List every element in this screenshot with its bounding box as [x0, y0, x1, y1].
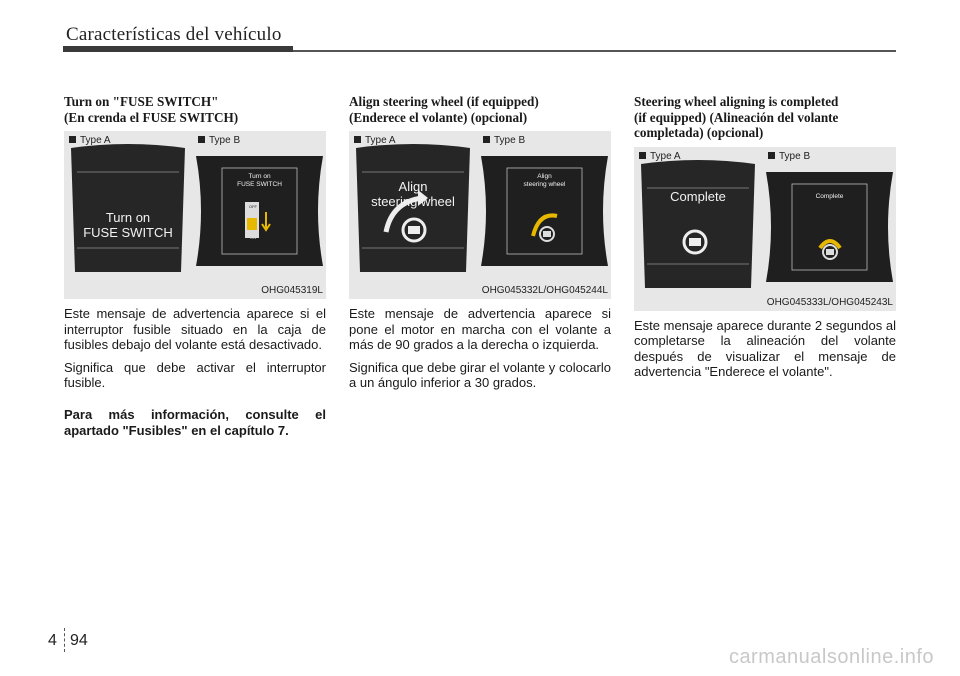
type-a-text: Type A: [650, 150, 681, 162]
square-bullet-icon: [483, 136, 490, 143]
display-text: [481, 173, 608, 188]
body-paragraph: Este mensaje de advertencia aparece si el interruptor fusible situado en la caja de fusibles debajo del volante está desactivado.: [64, 306, 326, 353]
type-a-label: [69, 135, 111, 146]
square-bullet-icon: [69, 136, 76, 143]
type-b-text: Type B: [209, 135, 241, 146]
figure-code: OHG045319L: [261, 285, 323, 296]
switch-on-label: ON: [250, 235, 256, 240]
cluster-display-type-a: [352, 142, 474, 278]
figure-code: OHG045333L/OHG045243L: [766, 296, 893, 308]
page-number: 94: [70, 632, 88, 649]
section-heading: [349, 94, 611, 125]
square-bullet-icon: [768, 152, 775, 159]
square-bullet-icon: [198, 136, 205, 143]
display-text: [637, 189, 759, 204]
square-bullet-icon: [354, 136, 361, 143]
watermark: carmanualsonline.info: [728, 646, 934, 668]
type-a-label: [639, 151, 681, 162]
display-text: [352, 179, 474, 209]
section-heading: [64, 94, 326, 125]
section-aligning-completed: [634, 94, 896, 380]
display-line: FUSE SWITCH: [83, 225, 173, 240]
type-b-text: Type B: [779, 150, 811, 162]
display-line: steering wheel: [523, 180, 566, 188]
type-a-text: Type A: [80, 135, 111, 146]
page-separator: [64, 628, 65, 652]
heading-line: Steering wheel aligning is completed: [634, 94, 839, 109]
square-bullet-icon: [639, 152, 646, 159]
display-text: [67, 210, 189, 240]
cluster-display-type-b: [766, 172, 893, 282]
display-text: [766, 193, 893, 201]
type-b-label: [483, 135, 525, 146]
heading-line: completada) (opcional): [634, 125, 764, 140]
display-line: Align: [398, 179, 428, 194]
header-rule: [293, 50, 896, 52]
figure-fuse-switch: [64, 131, 326, 299]
display-line: FUSE SWITCH: [237, 180, 282, 188]
header-title: Características del vehículo: [66, 24, 282, 45]
body-paragraph: Significa que debe girar el volante y colocarlo a un ángulo inferior a 30 grados.: [349, 359, 611, 391]
cluster-display-type-a: [637, 158, 759, 294]
section-align-steering: [349, 94, 611, 391]
display-line: steering wheel: [371, 194, 455, 209]
display-line: Complete: [815, 192, 844, 200]
body-paragraph: Significa que debe activar el interruptor fusible.: [64, 359, 326, 391]
display-text: [196, 173, 323, 188]
display-line: Turn on: [105, 210, 151, 225]
display-line: Complete: [670, 188, 726, 204]
heading-line: Align steering wheel (if equipped): [349, 94, 539, 109]
section-fuse-switch: [64, 94, 326, 438]
type-a-text: Type A: [365, 135, 396, 146]
type-b-label: [768, 151, 810, 162]
figure-aligning-completed: [634, 147, 896, 311]
note-paragraph: Para más información, consulte el apartado "Fusibles" en el capítulo 7.: [64, 406, 326, 438]
switch-off-label: OFF: [249, 204, 257, 209]
chapter-number: 4: [48, 632, 57, 649]
heading-line: (En crenda el FUSE SWITCH): [64, 109, 239, 125]
type-b-text: Type B: [494, 135, 526, 146]
header-bar: [63, 46, 293, 52]
heading-line: Turn on "FUSE SWITCH": [64, 94, 219, 109]
display-line: Turn on: [248, 173, 271, 180]
section-heading: [634, 94, 896, 141]
display-line: Align: [537, 173, 552, 180]
type-b-label: [198, 135, 240, 146]
heading-line: (if equipped) (Alineación del volante: [634, 109, 839, 125]
figure-code: OHG045332L/OHG045244L: [481, 285, 608, 296]
figure-align-steering: [349, 131, 611, 299]
heading-line: (Enderece el volante) (opcional): [349, 109, 528, 125]
body-paragraph: Este mensaje aparece durante 2 segundos al completarse la alineación del volante después de visualizar el mensaje de advertencia "Enderece el volante".: [634, 317, 896, 380]
body-paragraph: Este mensaje de advertencia aparece si pone el motor en marcha con el volante a más de 90 grados a la derecha o izquierda.: [349, 306, 611, 353]
type-a-label: [354, 135, 396, 146]
